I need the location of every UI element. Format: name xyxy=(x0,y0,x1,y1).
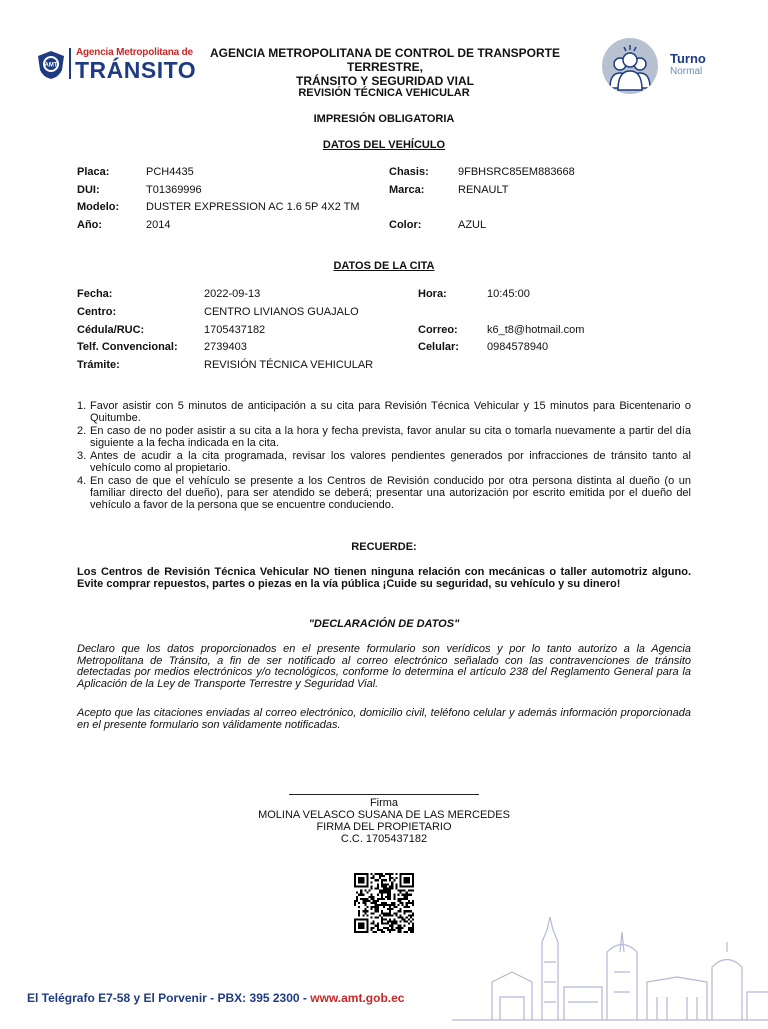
telf-value: 2739403 xyxy=(204,341,247,353)
turno-label: Turno xyxy=(670,51,706,66)
dui-value: T01369996 xyxy=(146,184,202,196)
list-item-text: En caso de no poder asistir a su cita a la hora y fecha prevista, favor anular su cita o tomarla nuevamente a partir del día siguiente a la fecha indicada en la cita. xyxy=(90,425,691,449)
cedula-value: 1705437182 xyxy=(204,324,266,336)
list-item-text: En caso de que el vehículo se presente a los Centros de Revisión conducido por otra persona distinta al dueño (o un familiar directo del dueño), para ser atendido se deberá; presentar una autorización por escrito emitida por el dueño del vehículo a favor de la persona que se encuentre conduciendo. xyxy=(90,475,691,511)
city-skyline-illustration xyxy=(452,912,768,1024)
celular-label: Celular: xyxy=(418,341,459,353)
correo-label: Correo: xyxy=(418,324,458,336)
org-line-1: AGENCIA METROPOLITANA DE CONTROL DE TRANSPORTE TERRESTRE, xyxy=(209,46,560,74)
list-item xyxy=(77,400,691,424)
tramite-label: Trámite: xyxy=(77,359,120,371)
anio-value: 2014 xyxy=(146,219,171,231)
signature-caption: Firma xyxy=(369,797,399,809)
marca-value: RENAULT xyxy=(458,184,509,196)
list-item-number: 4. xyxy=(77,475,87,487)
list-item xyxy=(77,475,691,511)
dui-label: DUI: xyxy=(77,184,100,196)
chasis-value: 9FBHSRC85EM883668 xyxy=(458,166,575,178)
owner-name: MOLINA VELASCO SUSANA DE LAS MERCEDES xyxy=(258,809,510,821)
appointment-section-title: DATOS DE LA CITA xyxy=(333,260,435,272)
signature-line xyxy=(289,794,479,795)
placa-value: PCH4435 xyxy=(146,166,194,178)
telf-label: Telf. Convencional: xyxy=(77,341,178,353)
marca-label: Marca: xyxy=(389,184,425,196)
turno-people-icon xyxy=(602,38,658,94)
instructions-list xyxy=(77,400,691,512)
logo-transito-text: TRÁNSITO xyxy=(75,57,197,83)
anio-label: Año: xyxy=(77,219,103,231)
fecha-label: Fecha: xyxy=(77,288,113,300)
modelo-value: DUSTER EXPRESSION AC 1.6 5P 4X2 TM xyxy=(146,201,360,213)
owner-id: C.C. 1705437182 xyxy=(340,833,428,845)
placa-label: Placa: xyxy=(77,166,110,178)
logo-badge-text: AMT xyxy=(44,62,58,69)
owner-role: FIRMA DEL PROPIETARIO xyxy=(316,821,452,833)
cedula-label: Cédula/RUC: xyxy=(77,324,145,336)
centro-value: CENTRO LIVIANOS GUAJALO xyxy=(204,306,359,318)
tramite-value: REVISIÓN TÉCNICA VEHICULAR xyxy=(204,359,374,371)
fecha-value: 2022-09-13 xyxy=(204,288,261,300)
footer-contact xyxy=(27,991,404,1005)
document-subtitle: IMPRESIÓN OBLIGATORIA xyxy=(313,113,455,125)
declaracion-paragraph-1: Declaro que los datos proporcionados en el presente formulario son verídicos y por lo tanto autorizo a la Agencia Metropolitana de Tránsito, a fin de ser notificado al correo electrónico señalado con las contravenciones de tránsito detectadas por medios electrónicos y/o tecnológicos, conforme lo determina el artículo 238 del Reglamento General para la Aplicación de la Ley de Transporte Terrestre y Seguridad Vial. xyxy=(77,643,691,690)
organization-title xyxy=(185,46,585,88)
list-item-number: 2. xyxy=(77,425,87,437)
list-item-text: Favor asistir con 5 minutos de anticipación a su cita para Revisión Técnica Vehicular y 15 minutos para Bicentenario o Quitumbe. xyxy=(90,400,691,424)
modelo-label: Modelo: xyxy=(77,201,120,213)
centro-label: Centro: xyxy=(77,306,117,318)
color-label: Color: xyxy=(389,219,422,231)
recuerde-title: RECUERDE: xyxy=(351,541,417,553)
footer-website-link[interactable]: www.amt.gob.ec xyxy=(310,991,405,1005)
recuerde-text: Los Centros de Revisión Técnica Vehicular NO tienen ninguna relación con mecánicas o taller automotriz alguno. Evite comprar repuestos, partes o piezas en la vía pública ¡Cuide su seguridad, su vehículo y su dinero! xyxy=(77,566,691,590)
logo-separator xyxy=(69,48,71,79)
footer-address: El Telégrafo E7-58 y El Porvenir - PBX: 395 2300 - xyxy=(27,991,311,1005)
logo-agency-text: Agencia Metropolitana de xyxy=(76,47,193,58)
amt-shield-logo-icon xyxy=(37,50,65,80)
declaracion-paragraph-2: Acepto que las citaciones enviadas al correo electrónico, domicilio civil, teléfono celular y además información proporcionada en el presente formulario son válidamente notificadas. xyxy=(77,707,691,731)
declaracion-title: "DECLARACIÓN DE DATOS" xyxy=(308,618,460,630)
vehicle-section-title: DATOS DEL VEHÍCULO xyxy=(322,139,446,151)
signature-block xyxy=(0,797,768,845)
list-item-number: 3. xyxy=(77,450,87,462)
turno-status: Normal xyxy=(670,66,703,77)
list-item xyxy=(77,425,691,449)
org-line-2: TRÁNSITO Y SEGURIDAD VIAL xyxy=(295,74,475,88)
color-value: AZUL xyxy=(458,219,487,231)
document-title: REVISIÓN TÉCNICA VEHICULAR xyxy=(298,87,470,99)
qr-code-icon xyxy=(354,873,414,933)
celular-value: 0984578940 xyxy=(487,341,549,353)
list-item xyxy=(77,450,691,474)
list-item-number: 1. xyxy=(77,400,87,412)
hora-label: Hora: xyxy=(418,288,447,300)
list-item-text: Antes de acudir a la cita programada, revisar los valores pendientes generados por infracciones de tránsito tanto al vehículo como al propietario. xyxy=(90,450,691,474)
chasis-label: Chasis: xyxy=(389,166,429,178)
hora-value: 10:45:00 xyxy=(487,288,530,300)
correo-value: k6_t8@hotmail.com xyxy=(487,324,585,336)
